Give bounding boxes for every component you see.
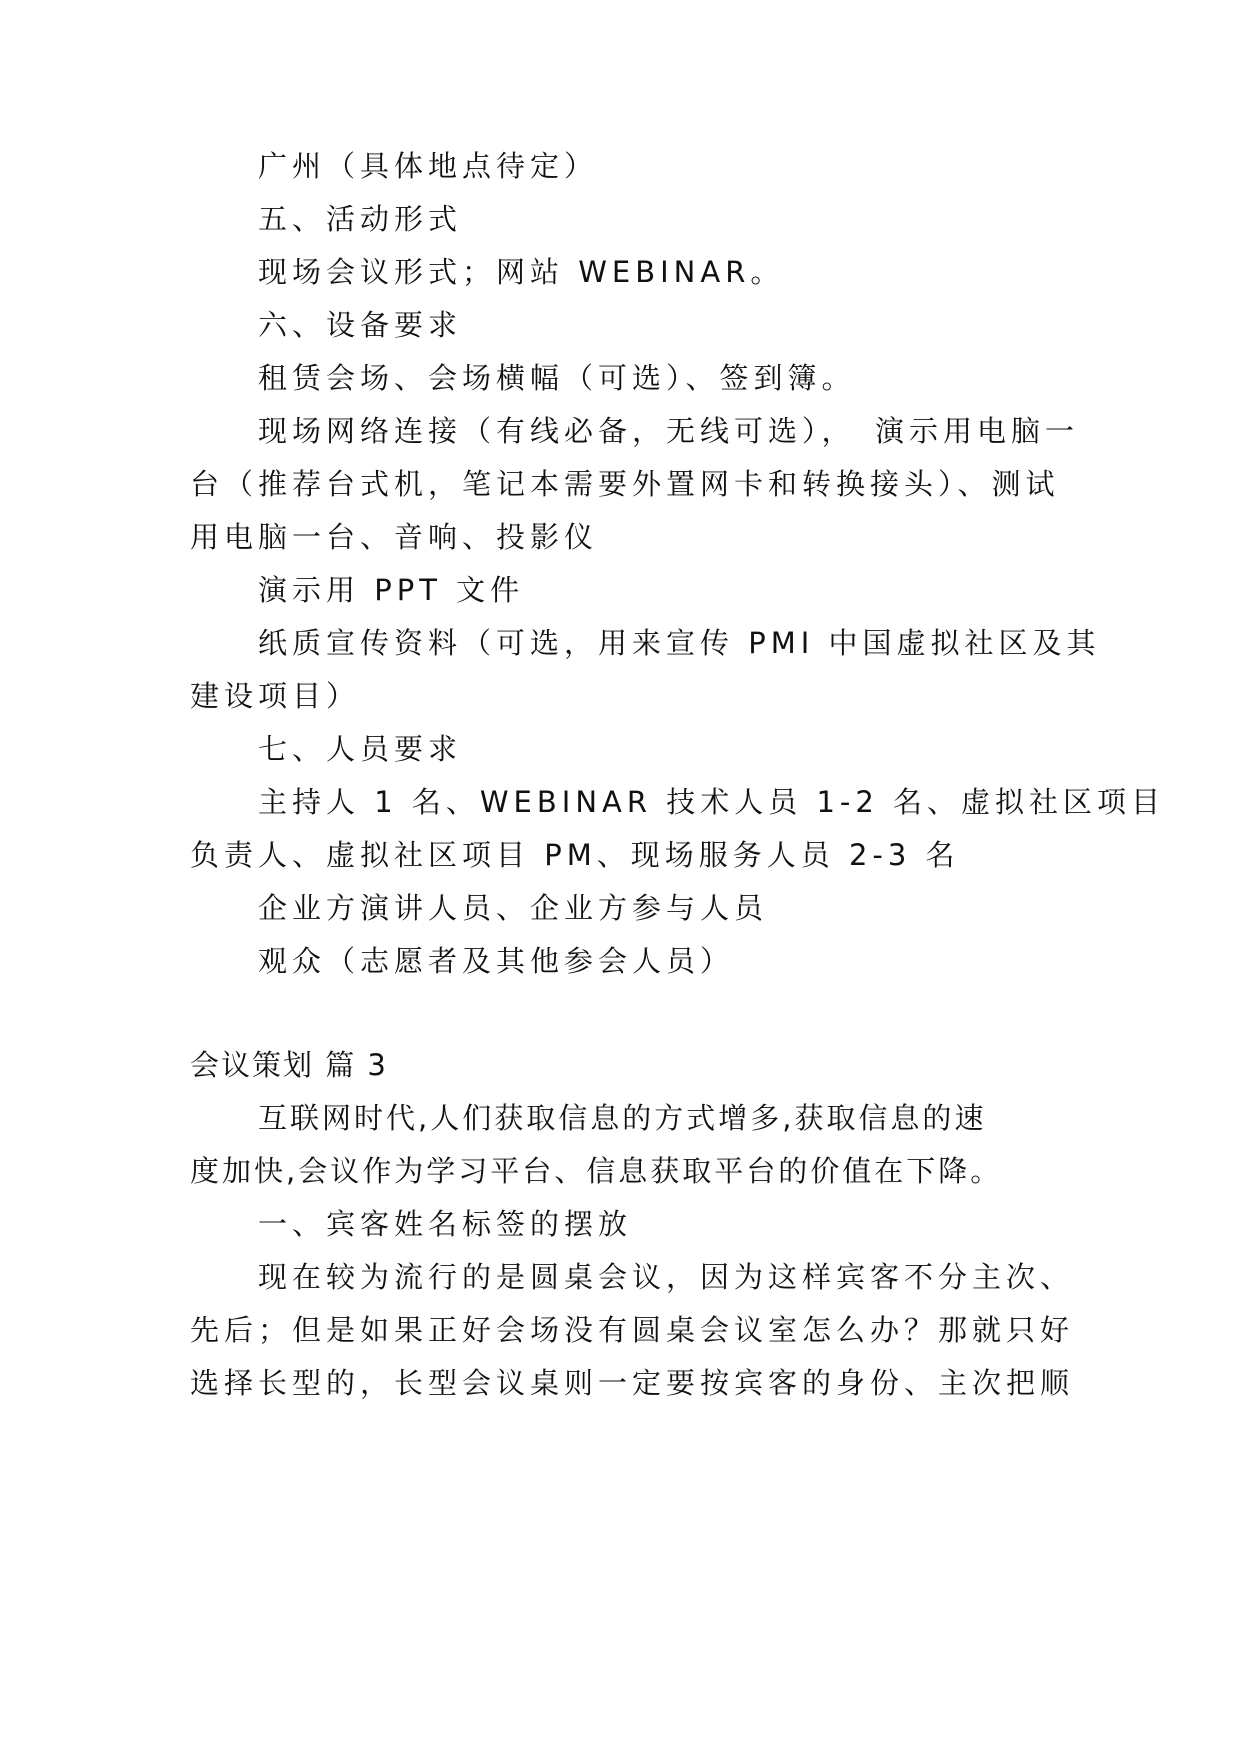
section-six-heading: 六、设备要求 <box>258 308 463 342</box>
section-seven-heading: 七、人员要求 <box>258 732 463 766</box>
equipment-line-3: 台（推荐台式机，笔记本需要外置网卡和转换接头）、测试 <box>190 467 1060 501</box>
paragraph-line-1: 互联网时代,人们获取信息的方式增多,获取信息的速 <box>258 1101 987 1135</box>
paragraph-line-3: 现在较为流行的是圆桌会议，因为这样宾客不分主次、 <box>258 1260 1075 1294</box>
staff-line-3: 企业方演讲人员、企业方参与人员 <box>258 891 769 925</box>
equipment-line-4: 用电脑一台、音响、投影仪 <box>190 520 599 554</box>
subsection-one-heading: 一、宾客姓名标签的摆放 <box>258 1207 633 1241</box>
print-material-line-2: 建设项目） <box>190 679 361 713</box>
equipment-line-2: 现场网络连接（有线必备，无线可选）， 演示用电脑一 <box>258 414 1080 448</box>
audience-line: 观众（志愿者及其他参会人员） <box>258 944 735 978</box>
section-five-heading: 五、活动形式 <box>258 202 463 236</box>
paragraph-line-4: 先后；但是如果正好会场没有圆桌会议室怎么办？那就只好 <box>190 1313 1075 1347</box>
staff-line-1: 主持人 1 名、WEBINAR 技术人员 1-2 名、虚拟社区项目 <box>258 785 1166 819</box>
equipment-line-1: 租赁会场、会场横幅（可选）、签到簿。 <box>258 361 856 395</box>
paragraph-line-2: 度加快,会议作为学习平台、信息获取平台的价值在下降。 <box>190 1154 1003 1188</box>
ppt-file-line: 演示用 PPT 文件 <box>258 573 525 607</box>
section-title: 会议策划 篇 3 <box>190 1048 388 1082</box>
staff-line-2: 负责人、虚拟社区项目 PM、现场服务人员 2-3 名 <box>190 838 960 872</box>
paragraph-line-5: 选择长型的，长型会议桌则一定要按宾客的身份、主次把顺 <box>190 1366 1075 1400</box>
print-material-line-1: 纸质宣传资料（可选，用来宣传 PMI 中国虚拟社区及其 <box>258 626 1101 660</box>
activity-format-line: 现场会议形式；网站 WEBINAR。 <box>258 255 785 289</box>
location-line: 广州（具体地点待定） <box>258 149 599 183</box>
